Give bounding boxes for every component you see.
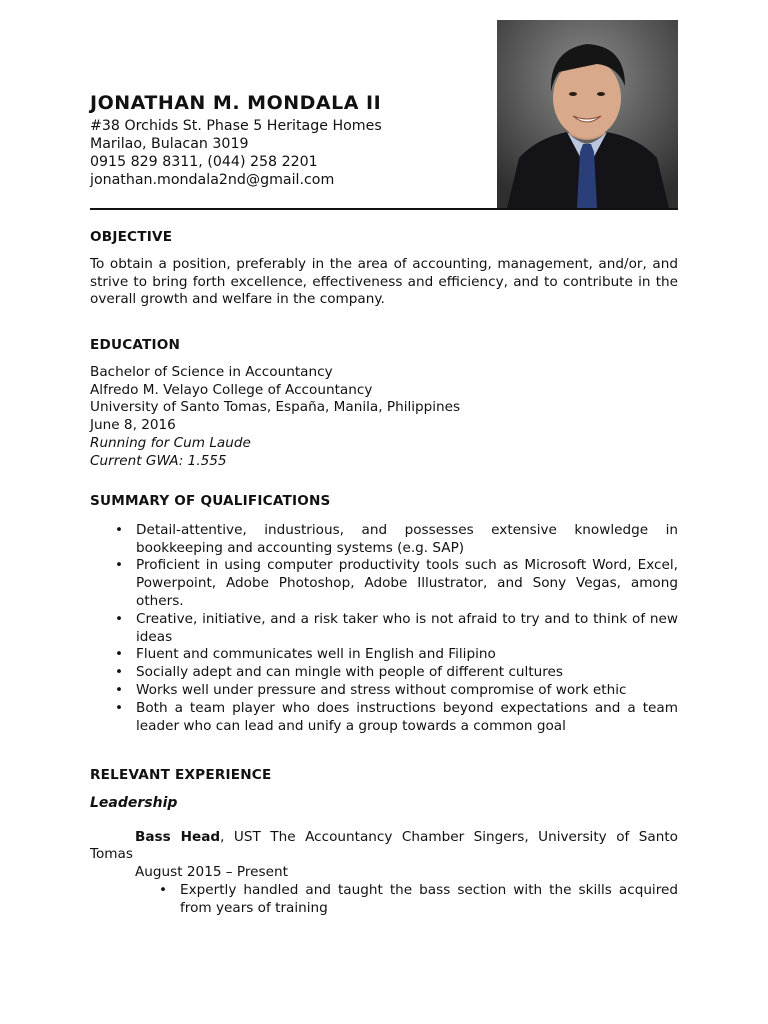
phone-numbers: 0915 829 8311, (044) 258 2201	[90, 154, 318, 170]
objective-heading: OBJECTIVE	[90, 229, 173, 245]
objective-section	[90, 229, 678, 309]
current-gwa: Current GWA: 1.555	[90, 452, 227, 469]
role-dates: August 2015 – Present	[135, 864, 288, 881]
role-title: Bass Head	[135, 828, 221, 845]
list-item: • Socially adept and can mingle with people of different cultures	[136, 664, 678, 682]
qualifications-list	[90, 522, 678, 736]
address-line-1: #38 Orchids St. Phase 5 Heritage Homes	[90, 118, 382, 134]
education-section	[90, 337, 678, 471]
summary-heading: SUMMARY OF QUALIFICATIONS	[90, 493, 331, 509]
college: Alfredo M. Velayo College of Accountancy	[90, 381, 373, 398]
honor-status: Running for Cum Laude	[90, 434, 251, 451]
education-body	[90, 364, 678, 471]
list-item: • Creative, initiative, and a risk taker who is not afraid to try and to think of new ideas	[136, 611, 678, 647]
objective-text: To obtain a position, preferably in the area of accounting, management, and/or, and strive to bring forth excellence, effectiveness and efficiency, and to contribute in the overall growth and welfare in the company.	[90, 255, 678, 308]
list-item: • Expertly handled and taught the bass section with the skills acquired from years of training	[180, 882, 678, 918]
summary-section	[90, 493, 678, 735]
list-item: • Both a team player who does instructions beyond expectations and a team leader who can lead and unify a group towards a common goal	[136, 700, 678, 736]
list-item: • Proficient in using computer productivity tools such as Microsoft Word, Excel, Powerpoint, Adobe Photoshop, Adobe Illustrator, and Sony Vegas, among others.	[136, 557, 678, 610]
degree: Bachelor of Science in Accountancy	[90, 363, 333, 380]
header-divider	[90, 208, 678, 210]
experience-heading: RELEVANT EXPERIENCE	[90, 767, 272, 783]
role-organization: , UST The Accountancy Chamber Singers, University of Santo Tomas	[90, 828, 678, 863]
address-line-2: Marilao, Bulacan 3019	[90, 136, 249, 152]
candidate-name: JONATHAN M. MONDALA II	[90, 92, 382, 114]
graduation-date: June 8, 2016	[90, 417, 176, 434]
education-heading: EDUCATION	[90, 337, 181, 353]
list-item: • Detail-attentive, industrious, and possesses extensive knowledge in bookkeeping and accounting systems (e.g. SAP)	[136, 522, 678, 558]
university: University of Santo Tomas, España, Manila, Philippines	[90, 399, 461, 416]
email-address: jonathan.mondala2nd@gmail.com	[90, 172, 335, 188]
experience-subheading: Leadership	[90, 794, 178, 811]
experience-section	[90, 767, 678, 918]
portrait-photo	[497, 20, 678, 208]
list-item: • Fluent and communicates well in English and Filipino	[136, 646, 678, 664]
contact-block	[90, 117, 382, 189]
role-line	[90, 829, 678, 865]
list-item: • Works well under pressure and stress without compromise of work ethic	[136, 682, 678, 700]
duties-list	[90, 882, 678, 918]
